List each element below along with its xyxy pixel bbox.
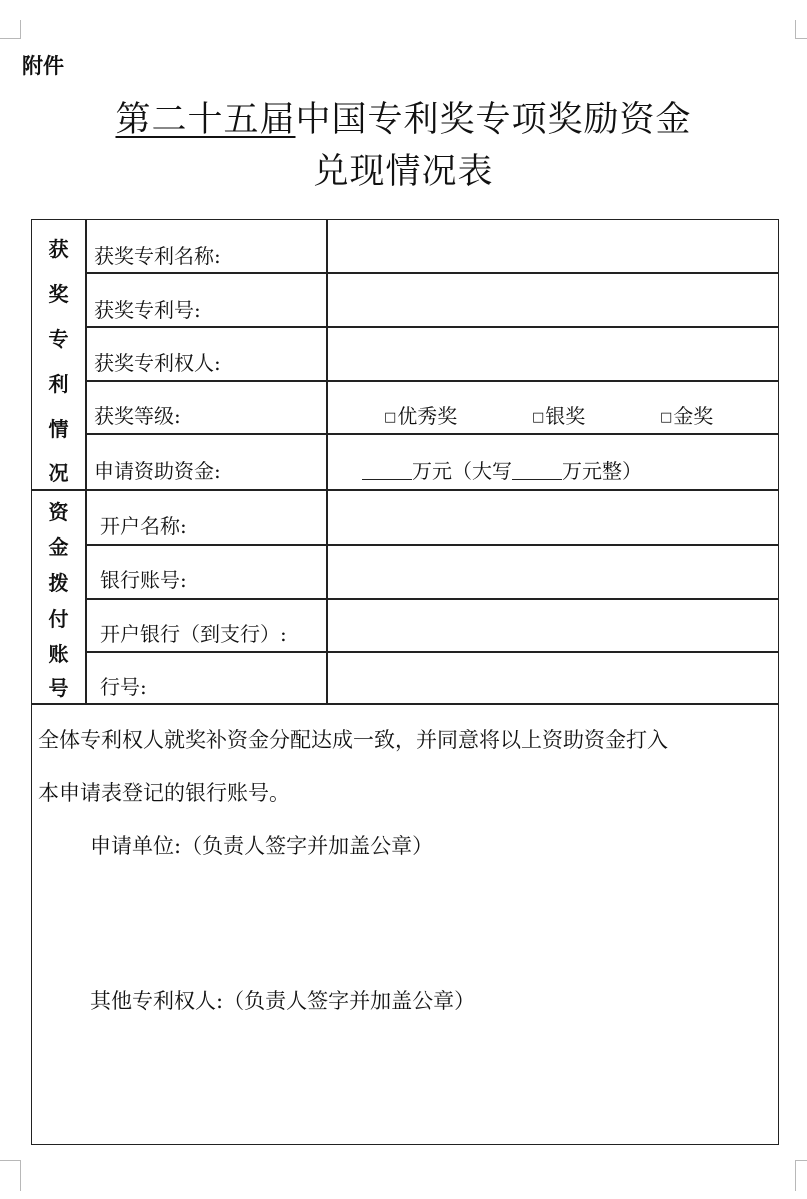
form-title-line-2: 兑现情况表 [313,152,494,192]
title-main: 中国专利奖专项奖励资金 [295,100,692,140]
applicant-signature-label: 申请单位:（负责人签字并加盖公章） [90,834,434,858]
page-corner-mark-top-left [0,20,21,39]
page-corner-mark-top-right [795,20,807,39]
subsidy-amount-field[interactable]: 万元（大写 万元整） [362,455,642,484]
grid-bottom-divider [32,703,779,705]
form-title-line-1 [0,92,807,142]
column-divider-left [85,220,87,704]
form-table: 获 奖 专 利 情 况 资 金 拨 付 账 号 获奖专利名称: 获奖专利号: 获奖专利权人: 获奖等级: 申请资助资金: □优秀奖 □银奖 □金奖 万元（大写 万元整） 开户名称: 银行账号: 开户银行（到支行）: 行号: 全体专利权人就奖补资金分配达成一致，并同意将以上资助资金打入 本申请表登记的银行账号。 申请单位:（负责人签字并加盖公章） 其他专利权人:（负责人签字并加盖公章） [31,219,779,1145]
amount-blank[interactable] [362,459,412,480]
section-divider [32,489,779,491]
label-patentee: 获奖专利权人: [94,351,221,375]
session-number: 第二十五届 [115,100,296,140]
option-excellence-award[interactable]: □优秀奖 [384,404,458,428]
amount-capital-blank[interactable] [512,459,562,480]
page-corner-mark-bottom-left [0,1160,21,1191]
checkbox-icon[interactable]: □ [384,410,397,425]
statement-line-1: 全体专利权人就奖补资金分配达成一致，并同意将以上资助资金打入 [38,728,668,752]
checkbox-icon[interactable]: □ [660,410,673,425]
checkbox-icon[interactable]: □ [532,410,545,425]
label-patent-number: 获奖专利号: [94,298,201,322]
label-award-level: 获奖等级: [94,404,181,428]
other-patentees-signature-label: 其他专利权人:（负责人签字并加盖公章） [90,989,476,1013]
label-patent-name: 获奖专利名称: [94,244,221,268]
label-account-name: 开户名称: [100,514,187,538]
label-bank-account: 银行账号: [100,568,187,592]
option-silver-award[interactable]: □银奖 [532,404,586,428]
attachment-label: 附件 [22,54,64,78]
label-bank-branch: 开户银行（到支行）: [100,622,287,646]
label-subsidy: 申请资助资金: [94,459,221,483]
label-bank-code: 行号: [100,675,147,699]
option-gold-award[interactable]: □金奖 [660,404,714,428]
statement-line-2: 本申请表登记的银行账号。 [38,781,290,805]
column-divider-right [326,220,328,704]
page-corner-mark-bottom-right [795,1160,807,1191]
